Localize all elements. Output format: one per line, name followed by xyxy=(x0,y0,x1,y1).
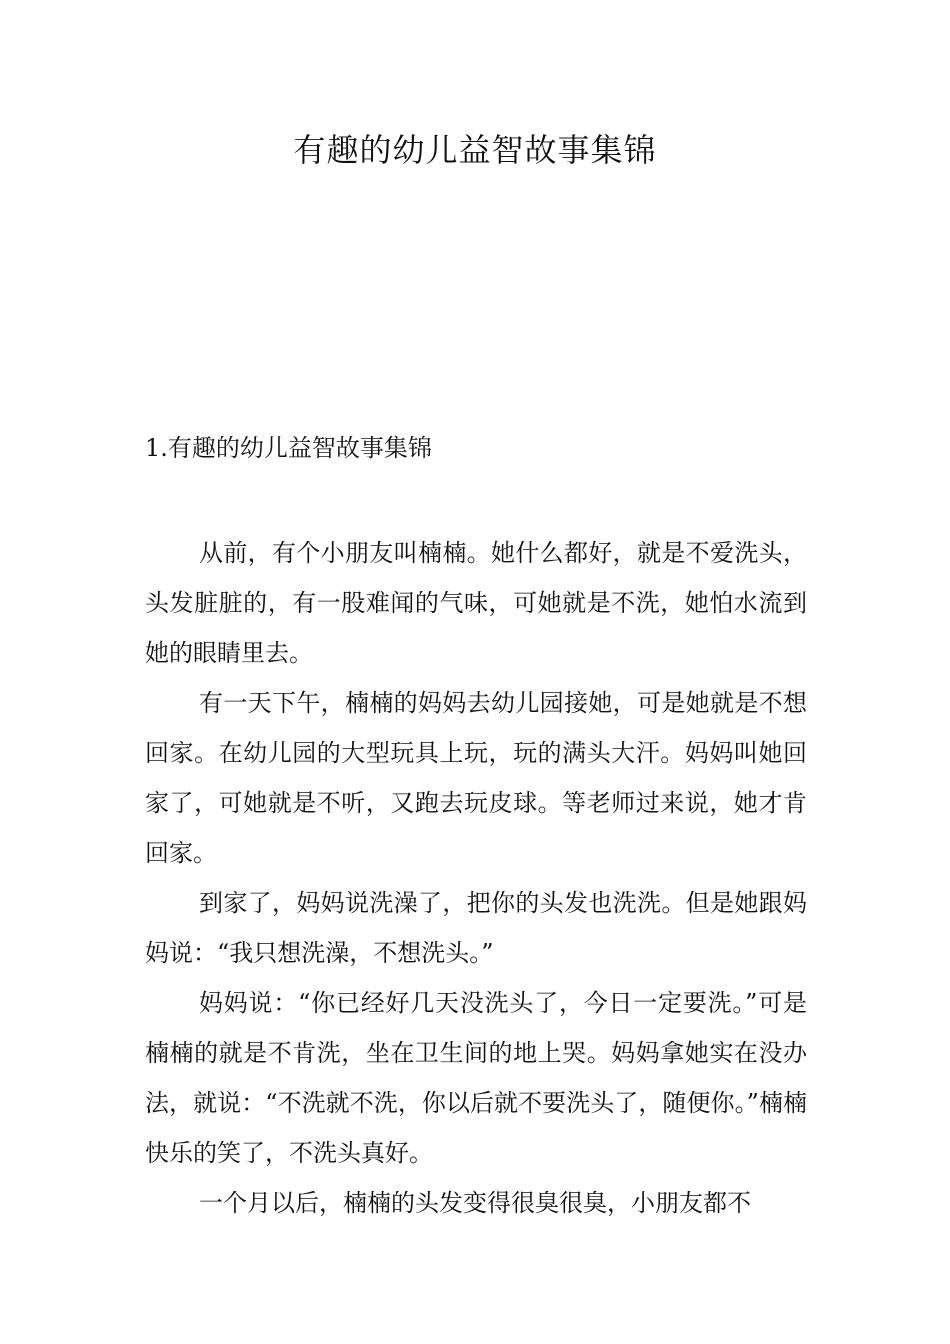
paragraph-1: 从前，有个小朋友叫楠楠。她什么都好，就是不爱洗头，头发脏脏的，有一股难闻的气味，可她就是不洗，她怕水流到她的眼睛里去。 xyxy=(145,539,807,667)
paragraph-3: 到家了，妈妈说洗澡了，把你的头发也洗洗。但是她跟妈妈说：“我只想洗澡，不想洗头。” xyxy=(145,889,807,967)
paragraph-5: 一个月以后，楠楠的头发变得很臭很臭，小朋友都不 xyxy=(199,1189,751,1217)
paragraph-4: 妈妈说：“你已经好几天没洗头了，今日一定要洗。”可是楠楠的就是不肯洗，坐在卫生间的地上哭。妈妈拿她实在没办法，就说：“不洗就不洗，你以后就不要洗头了，随便你。”楠楠快乐的笑了，不洗头真好。 xyxy=(145,989,807,1167)
paragraph-2: 有一天下午，楠楠的妈妈去幼儿园接她，可是她就是不想回家。在幼儿园的大型玩具上玩，玩的满头大汗。妈妈叫她回家了，可她就是不听，又跑去玩皮球。等老师过来说，她才肯回家。 xyxy=(145,689,807,867)
section-heading: 1.有趣的幼儿益智故事集锦 xyxy=(145,434,432,462)
document-title: 有趣的幼儿益智故事集锦 xyxy=(293,131,657,169)
story-body xyxy=(145,528,807,1228)
